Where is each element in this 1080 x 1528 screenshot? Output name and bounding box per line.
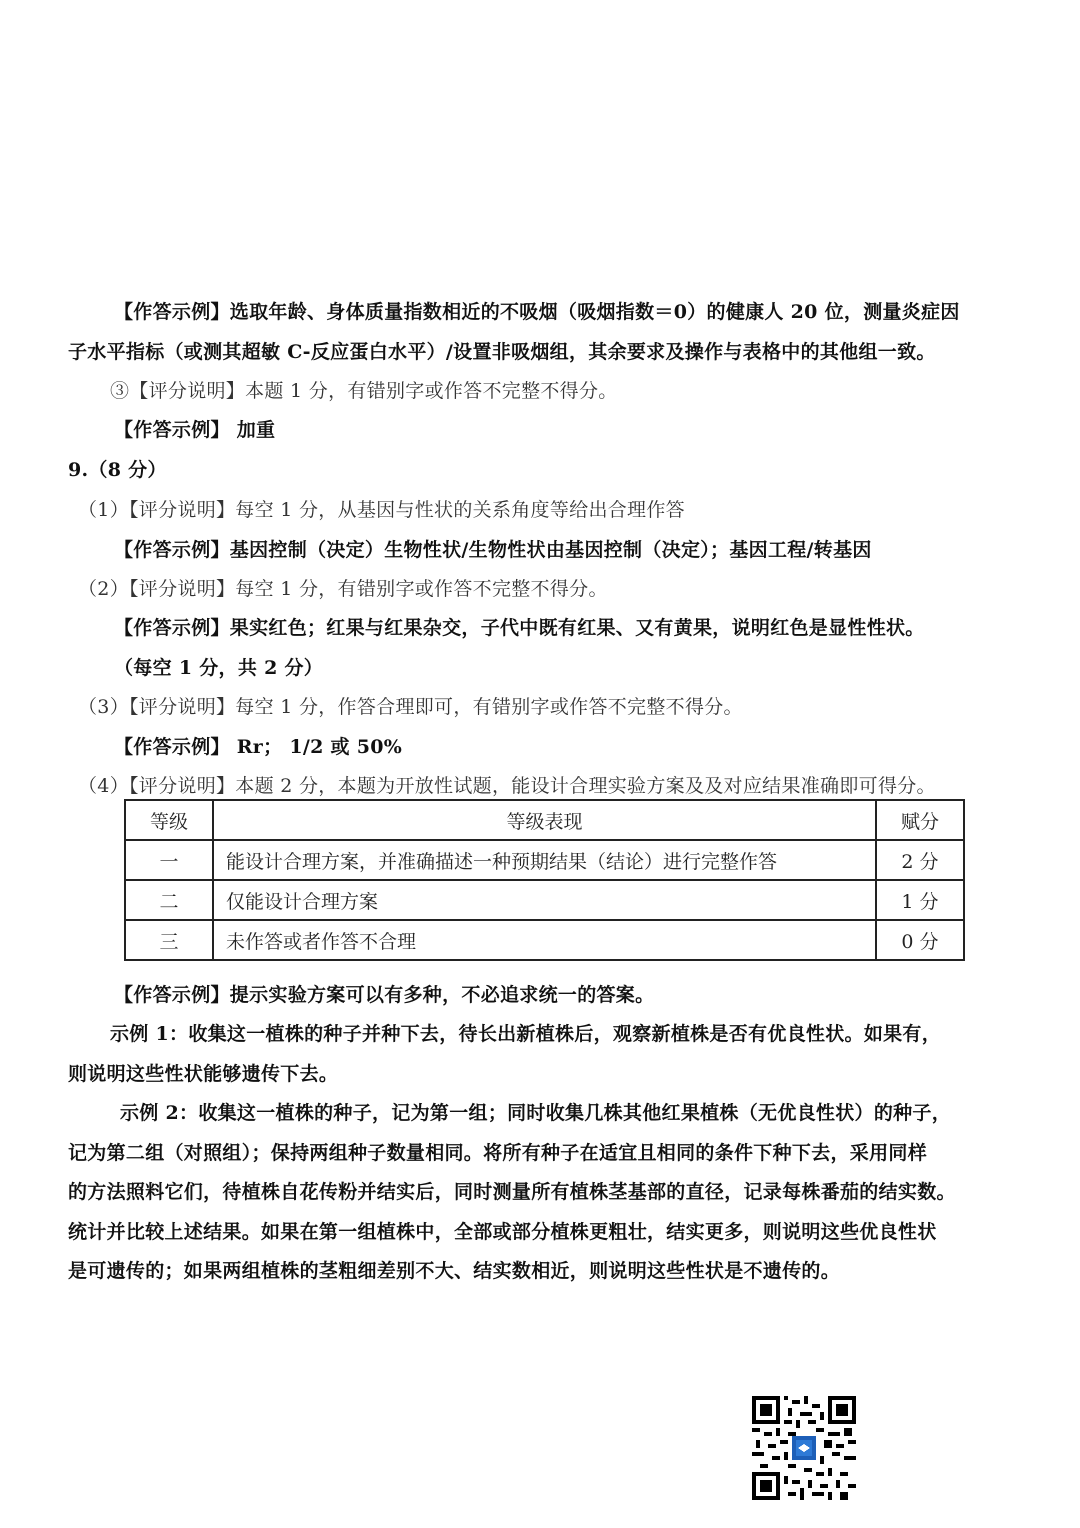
table-cell: 一	[125, 840, 213, 880]
example-line: 则说明这些性状能够遗传下去。	[68, 1063, 339, 1085]
scoring-note-line: ③【评分说明】本题 1 分，有错别字或作答不完整不得分。	[110, 380, 618, 402]
grading-table	[124, 799, 965, 961]
example-line: 的方法照料它们，待植株自花传粉并结实后，同时测量所有植株茎基部的直径，记录每株番茄的结实数。	[68, 1181, 956, 1203]
table-cell: 未作答或者作答不合理	[213, 920, 876, 960]
table-cell: 能设计合理方案，并准确描述一种预期结果（结论）进行完整作答	[213, 840, 876, 880]
table-cell: 仅能设计合理方案	[213, 880, 876, 920]
answer-example-line: 【作答示例】果实红色；红果与红果杂交，子代中既有红果、又有黄果，说明红色是显性性状。	[114, 617, 925, 639]
answer-example-line: 【作答示例】提示实验方案可以有多种，不必追求统一的答案。	[114, 984, 655, 1006]
table-row	[125, 880, 964, 920]
table-header-cell: 赋分	[876, 800, 964, 840]
qr-code-icon	[752, 1396, 856, 1500]
answer-example-line: 【作答示例】 加重	[114, 419, 276, 441]
table-cell: 2 分	[876, 840, 964, 880]
answer-example-line: 【作答示例】选取年龄、身体质量指数相近的不吸烟（吸烟指数＝0）的健康人 20 位，测量炎症因	[114, 301, 960, 323]
table-cell: 1 分	[876, 880, 964, 920]
scoring-note-line: （2）【评分说明】每空 1 分，有错别字或作答不完整不得分。	[78, 578, 608, 600]
example-line: 示例 1：收集这一植株的种子并种下去，待长出新植株后，观察新植株是否有优良性状。如果有，	[110, 1023, 942, 1045]
example-line: 是可遗传的；如果两组植株的茎粗细差别不大、结实数相近，则说明这些性状是不遗传的。	[68, 1260, 841, 1282]
question-heading: 9.（8 分）	[68, 459, 167, 481]
table-row	[125, 840, 964, 880]
example-line: 记为第二组（对照组）；保持两组种子数量相同。将所有种子在适宜且相同的条件下种下去，采用同样	[68, 1142, 928, 1164]
answer-example-line: 【作答示例】 Rr； 1/2 或 50%	[114, 736, 403, 758]
table-header-row	[125, 800, 964, 840]
answer-example-line: （每空 1 分，共 2 分）	[114, 657, 324, 679]
scoring-note-line: （3）【评分说明】每空 1 分，作答合理即可，有错别字或作答不完整不得分。	[78, 696, 743, 718]
table-cell: 二	[125, 880, 213, 920]
scoring-note-line: （1）【评分说明】每空 1 分，从基因与性状的关系角度等给出合理作答	[78, 499, 685, 521]
answer-example-line: 子水平指标（或测其超敏 C-反应蛋白水平）/设置非吸烟组，其余要求及操作与表格中的其他组一致。	[68, 341, 936, 363]
example-line: 示例 2：收集这一植株的种子，记为第一组；同时收集几株其他红果植株（无优良性状）的种子，	[120, 1102, 952, 1124]
answer-example-line: 【作答示例】基因控制（决定）生物性状/生物性状由基因控制（决定）；基因工程/转基因	[114, 539, 872, 561]
example-line: 统计并比较上述结果。如果在第一组植株中，全部或部分植株更粗壮，结实更多，则说明这些优良性状	[68, 1221, 937, 1243]
table-cell: 三	[125, 920, 213, 960]
table-row	[125, 920, 964, 960]
scoring-note-line: （4）【评分说明】本题 2 分，本题为开放性试题，能设计合理实验方案及及对应结果准确即可得分。	[78, 775, 936, 797]
table-header-cell: 等级	[125, 800, 213, 840]
table-cell: 0 分	[876, 920, 964, 960]
table-header-cell: 等级表现	[213, 800, 876, 840]
